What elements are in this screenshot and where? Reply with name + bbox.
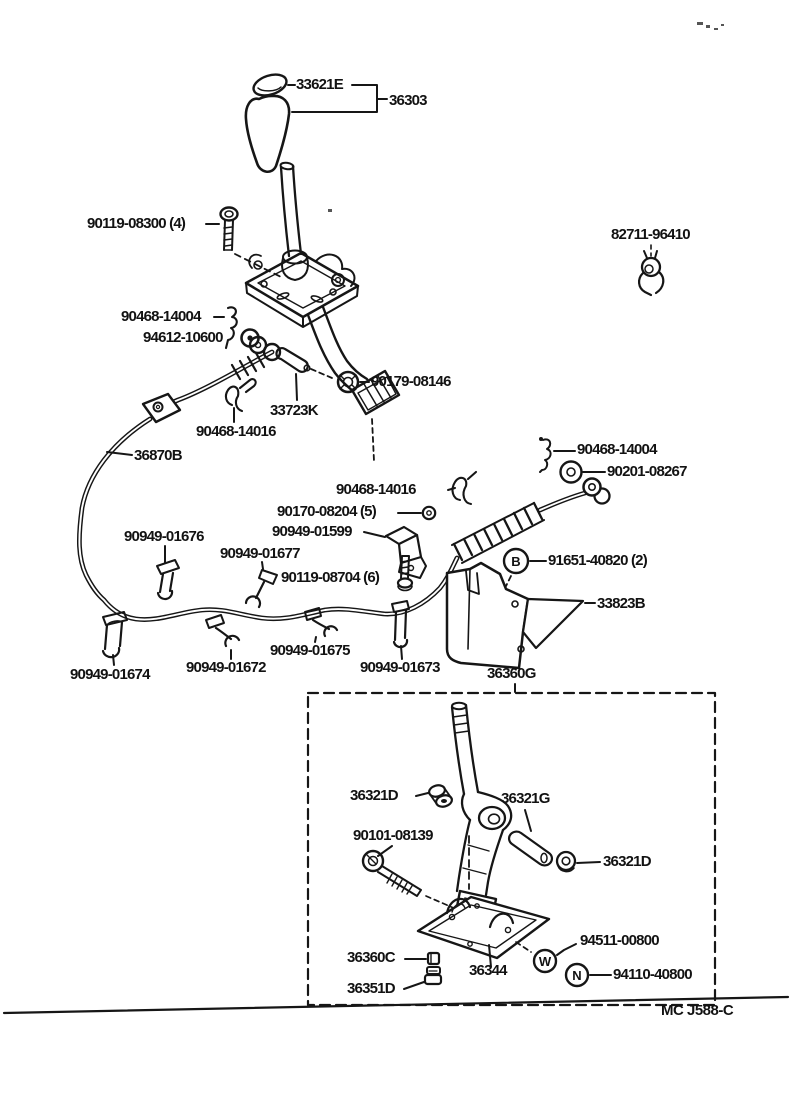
part-label-90468-14016-a: 90468-14016 bbox=[196, 423, 276, 440]
bolt-90101 bbox=[363, 846, 456, 909]
bushing-36321d-left bbox=[416, 784, 453, 809]
svg-text:B: B bbox=[511, 554, 521, 569]
cable-spring-section bbox=[452, 503, 544, 563]
part-label-90949-01674: 90949-01674 bbox=[70, 666, 150, 683]
washer-90201 bbox=[561, 462, 606, 483]
clamp-01674 bbox=[103, 612, 127, 665]
part-label-90468-14004-b: 90468-14004 bbox=[577, 441, 657, 458]
figure-code: MC J588-C bbox=[661, 1002, 734, 1019]
plate-36344 bbox=[418, 897, 549, 967]
part-label-90201-08267: 90201-08267 bbox=[607, 463, 687, 480]
part-label-36321d-right: 36321D bbox=[603, 853, 651, 870]
clip-14004-right bbox=[539, 437, 575, 472]
part-label-82711-96410: 82711-96410 bbox=[611, 226, 690, 243]
part-label-36351d: 36351D bbox=[347, 980, 395, 997]
part-label-36360g: 36360G bbox=[487, 665, 536, 682]
part-label-90468-14004-a: 90468-14004 bbox=[121, 308, 201, 325]
shift-lever-retainer bbox=[246, 162, 399, 461]
cable-end-eyelet bbox=[584, 479, 610, 504]
part-label-36870b: 36870B bbox=[134, 447, 182, 464]
part-label-90949-01672: 90949-01672 bbox=[186, 659, 266, 676]
part-label-33621e: 33621E bbox=[296, 76, 343, 93]
clamp-01672 bbox=[206, 615, 239, 659]
lower-shift-lever bbox=[452, 703, 511, 925]
part-label-90170-08204: 90170-08204 (5) bbox=[277, 503, 376, 520]
shift-knob bbox=[246, 96, 289, 172]
part-label-91651-40820: 91651-40820 (2) bbox=[548, 552, 647, 569]
svg-text:N: N bbox=[572, 968, 582, 983]
clamp-01673 bbox=[392, 601, 409, 659]
cable-swivel-joint bbox=[250, 337, 280, 360]
svg-text:W: W bbox=[538, 954, 552, 969]
clamp-01677 bbox=[246, 562, 277, 607]
part-label-90949-01677: 90949-01677 bbox=[220, 545, 300, 562]
part-label-90119-08300: 90119-08300 (4) bbox=[87, 215, 186, 232]
bushing-36321d-right bbox=[557, 852, 600, 872]
part-label-36321d-left: 36321D bbox=[350, 787, 398, 804]
grommet-36360c bbox=[405, 953, 439, 964]
part-label-90949-01673: 90949-01673 bbox=[360, 659, 440, 676]
part-label-90949-01675: 90949-01675 bbox=[270, 642, 350, 659]
part-label-36360c: 36360C bbox=[347, 949, 395, 966]
circled-n-marker bbox=[566, 964, 611, 986]
part-label-33823b: 33823B bbox=[597, 595, 645, 612]
part-label-33723k: 33723K bbox=[270, 402, 318, 419]
part-label-90468-14016-b: 90468-14016 bbox=[336, 481, 416, 498]
part-label-36321g: 36321G bbox=[501, 790, 550, 807]
part-label-36344: 36344 bbox=[469, 962, 507, 979]
part-label-90949-01599: 90949-01599 bbox=[272, 523, 352, 540]
nut-90170 bbox=[398, 507, 435, 519]
clamp-01676 bbox=[157, 546, 179, 599]
harness-clamp-82711 bbox=[639, 245, 663, 295]
part-label-90179-08146: 90179-08146 bbox=[371, 373, 451, 390]
clip-14016-upper bbox=[226, 379, 256, 422]
scan-specks bbox=[328, 22, 724, 212]
part-label-94511-00800: 94511-00800 bbox=[580, 932, 659, 949]
part-label-90949-01676: 90949-01676 bbox=[124, 528, 204, 545]
part-label-94612-10600: 94612-10600 bbox=[143, 329, 223, 346]
part-label-90101-08139: 90101-08139 bbox=[353, 827, 433, 844]
part-label-36303: 36303 bbox=[389, 92, 427, 109]
part-label-90119-08704: 90119-08704 (6) bbox=[281, 569, 380, 586]
collar-36321g bbox=[509, 810, 552, 865]
part-label-94110-40800: 94110-40800 bbox=[613, 966, 692, 983]
retainer-bolt bbox=[206, 208, 281, 278]
clip-36351d bbox=[404, 967, 441, 989]
clip-14016-mid bbox=[448, 472, 476, 504]
deflector-cover-33823b bbox=[447, 563, 595, 668]
